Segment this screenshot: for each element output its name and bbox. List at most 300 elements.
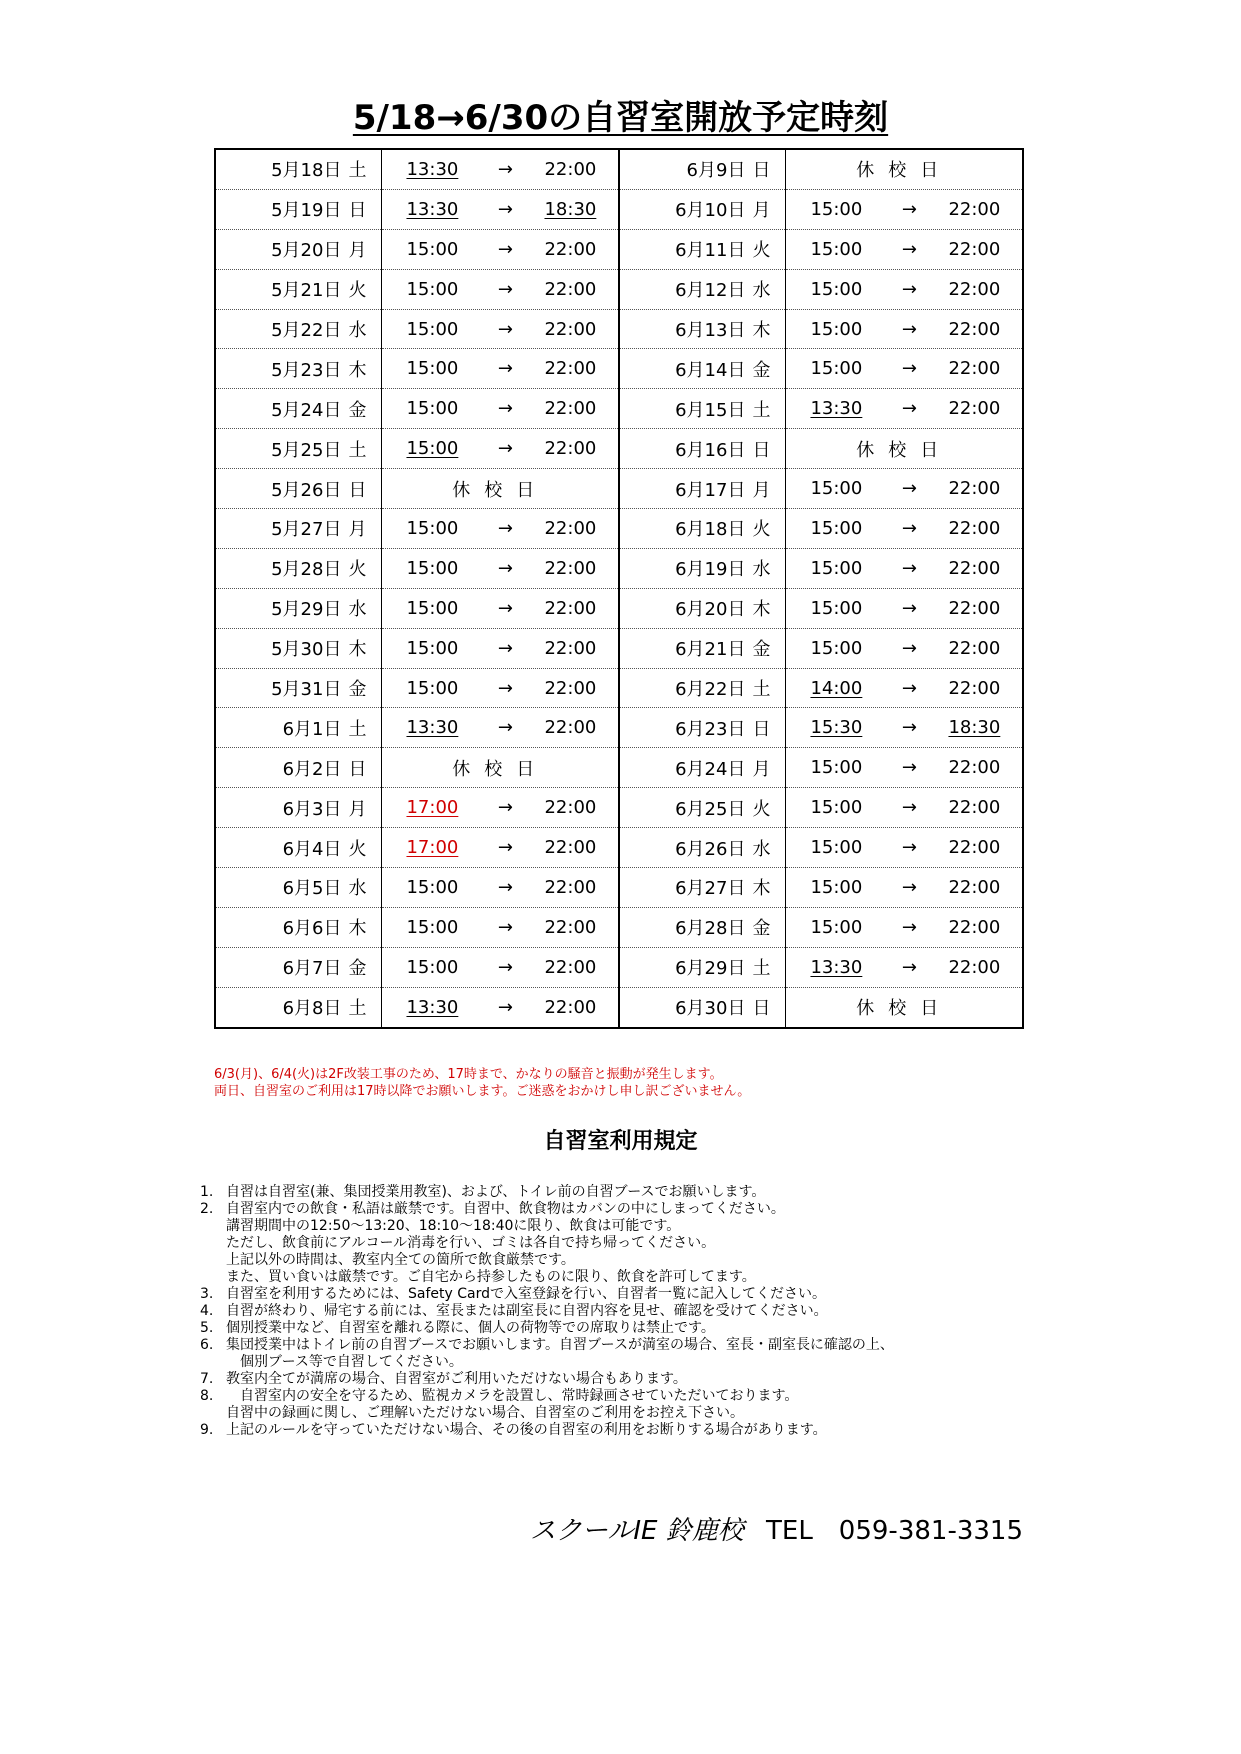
start-slot	[786, 558, 870, 579]
weekday-label: 金	[752, 639, 771, 661]
end-time: 22:00	[948, 318, 1001, 340]
date-cell	[215, 947, 382, 987]
schedule-row	[215, 429, 1023, 469]
end-time: 22:00	[948, 198, 1001, 220]
hours-group	[382, 438, 618, 459]
end-slot	[948, 398, 1018, 419]
start-slot	[382, 877, 466, 898]
weekday-label: 火	[348, 559, 367, 581]
hours-cell	[382, 628, 619, 668]
arrow-icon: →	[497, 876, 514, 898]
end-slot	[544, 877, 614, 898]
hours-cell	[786, 229, 1023, 269]
weekday-label: 月	[348, 240, 367, 262]
arrow-icon: →	[497, 438, 514, 460]
schedule-row	[215, 668, 1023, 708]
end-time: 22:00	[544, 597, 597, 619]
hours-group	[382, 518, 618, 539]
start-time: 15:00	[406, 358, 459, 380]
weekday-label: 水	[752, 559, 771, 581]
date-label: 6月17日	[675, 479, 746, 501]
rule-line: 自習は自習室(兼、集団授業用教室)、および、トイレ前の自習ブースでお願いします。	[226, 1184, 766, 1200]
end-slot	[948, 638, 1018, 659]
rule-line: 自習室を利用するためには、Safety Cardで入室登録を行い、自習者一覧に記入してください。	[226, 1286, 826, 1302]
hours-group	[382, 358, 618, 379]
date-label: 5月23日	[271, 359, 342, 381]
start-time: 15:00	[810, 797, 863, 819]
end-slot	[544, 638, 614, 659]
date-label: 5月19日	[271, 200, 342, 222]
end-time: 22:00	[948, 956, 1001, 978]
start-slot	[382, 717, 466, 738]
hours-cell	[786, 868, 1023, 908]
start-time: 13:30	[406, 198, 459, 220]
start-slot	[786, 837, 870, 858]
arrow-icon: →	[901, 278, 917, 300]
start-slot	[382, 199, 466, 220]
date-label: 5月22日	[271, 320, 342, 341]
start-time: 15:00	[406, 278, 459, 300]
date-cell	[619, 149, 786, 189]
date-cell	[619, 509, 786, 549]
hours-group	[382, 797, 618, 818]
date-label: 6月27日	[675, 878, 746, 900]
start-time: 15:00	[810, 318, 863, 340]
start-slot	[786, 199, 870, 220]
rules-list	[200, 1184, 1040, 1439]
date-label: 6月5日	[282, 878, 342, 900]
date-cell	[215, 548, 382, 588]
schedule-row	[215, 748, 1023, 788]
hours-group	[382, 598, 618, 619]
hours-group	[786, 398, 1022, 419]
start-slot	[382, 837, 466, 858]
date-label: 6月11日	[675, 240, 746, 262]
hours-group	[786, 797, 1022, 818]
rule-item	[200, 1184, 1040, 1201]
rule-line: ただし、飲食前にアルコール消毒を行い、ゴミは各自で持ち帰ってください。	[226, 1235, 716, 1251]
end-slot	[948, 558, 1018, 579]
hours-group	[382, 997, 618, 1018]
hours-group	[382, 398, 618, 419]
start-time: 13:30	[406, 996, 459, 1018]
rule-line: 自習室内の安全を守るため、監視カメラを設置し、常時録画させていただいております。	[226, 1388, 799, 1404]
hours-cell	[382, 548, 619, 588]
date-cell	[215, 469, 382, 509]
start-slot	[786, 638, 870, 659]
rule-number: 3.	[200, 1286, 214, 1302]
arrow-icon: →	[901, 398, 917, 420]
start-time: 14:00	[810, 677, 863, 699]
date-label: 6月30日	[675, 998, 746, 1020]
date-cell	[215, 668, 382, 708]
start-slot	[786, 478, 870, 499]
hours-cell	[786, 509, 1023, 549]
start-slot	[382, 957, 466, 978]
start-time: 15:00	[810, 557, 863, 579]
hours-cell	[382, 309, 619, 349]
hours-cell	[382, 668, 619, 708]
start-slot	[786, 757, 870, 778]
end-time: 22:00	[544, 238, 597, 260]
start-time: 15:00	[406, 557, 459, 579]
end-time: 22:00	[544, 398, 597, 420]
start-time: 15:00	[810, 597, 863, 619]
arrow-icon: →	[901, 876, 917, 898]
start-slot	[382, 398, 466, 419]
date-label: 6月28日	[675, 918, 746, 940]
rules-title: 自習室利用規定	[543, 1129, 698, 1154]
hours-group	[382, 279, 618, 300]
rule-number: 8.	[200, 1388, 214, 1404]
arrow-icon: →	[497, 797, 514, 819]
date-label: 5月27日	[271, 519, 342, 541]
end-time: 22:00	[948, 358, 1001, 380]
arrow-icon: →	[497, 677, 514, 699]
weekday-label: 火	[348, 280, 367, 302]
end-time: 22:00	[948, 398, 1001, 420]
start-time: 13:30	[406, 158, 459, 180]
weekday-label: 日	[752, 160, 771, 182]
start-slot	[382, 358, 466, 379]
hours-cell	[382, 987, 619, 1027]
hours-cell	[382, 149, 619, 189]
end-time: 22:00	[544, 837, 597, 859]
date-label: 6月10日	[675, 200, 746, 222]
hours-group	[382, 558, 618, 579]
date-label: 6月3日	[282, 798, 342, 820]
date-label: 6月8日	[282, 998, 342, 1020]
arrow-icon: →	[901, 637, 917, 659]
date-label: 6月29日	[675, 958, 746, 980]
date-label: 6月9日	[686, 160, 746, 182]
date-label: 5月25日	[271, 439, 342, 461]
hours-group	[382, 159, 618, 180]
hours-group	[786, 598, 1022, 619]
schedule-row	[215, 708, 1023, 748]
end-time: 22:00	[948, 677, 1001, 699]
end-slot	[948, 598, 1018, 619]
end-slot	[544, 717, 614, 738]
weekday-label: 水	[348, 599, 367, 621]
start-slot	[382, 279, 466, 300]
end-slot	[544, 358, 614, 379]
date-label: 6月12日	[675, 280, 746, 302]
end-slot	[544, 518, 614, 539]
rule-item	[200, 1422, 1040, 1439]
start-time: 13:30	[810, 956, 863, 978]
start-slot	[786, 917, 870, 938]
end-slot	[948, 837, 1018, 858]
hours-group	[786, 239, 1022, 260]
weekday-label: 水	[752, 838, 771, 860]
schedule-row	[215, 788, 1023, 828]
end-time: 22:00	[948, 597, 1001, 619]
weekday-label: 日	[348, 200, 367, 222]
weekday-label: 土	[348, 998, 367, 1020]
start-time: 15:00	[406, 438, 459, 460]
hours-cell	[382, 269, 619, 309]
rule-line: 上記のルールを守っていただけない場合、その後の自習室の利用をお断りする場合があります。	[226, 1422, 827, 1438]
weekday-label: 木	[348, 639, 367, 661]
start-slot	[382, 797, 466, 818]
hours-cell	[786, 788, 1023, 828]
rule-line: 教室内全てが満席の場合、自習室がご利用いただけない場合もあります。	[226, 1371, 687, 1387]
arrow-icon: →	[497, 637, 514, 659]
start-slot	[786, 358, 870, 379]
school-tel: TEL 059-381-3315	[766, 1516, 1023, 1546]
arrow-icon: →	[497, 597, 514, 619]
weekday-label: 火	[752, 798, 771, 820]
hours-cell	[382, 349, 619, 389]
hours-cell	[382, 588, 619, 628]
arrow-icon: →	[497, 278, 514, 300]
hours-cell	[786, 708, 1023, 748]
arrow-icon: →	[497, 956, 514, 978]
weekday-label: 日	[752, 718, 771, 740]
date-label: 5月18日	[271, 160, 342, 182]
date-label: 5月30日	[271, 639, 342, 661]
end-slot	[948, 518, 1018, 539]
rule-line: 自習室内での飲食・私語は厳禁です。自習中、飲食物はカバンの中にしまってください。	[226, 1201, 785, 1217]
rule-item	[200, 1201, 1040, 1286]
hours-group	[382, 917, 618, 938]
hours-cell	[786, 668, 1023, 708]
date-label: 6月1日	[282, 718, 342, 740]
date-label: 5月31日	[271, 679, 342, 701]
hours-cell	[382, 189, 619, 229]
schedule-row	[215, 628, 1023, 668]
start-time: 17:00	[406, 797, 459, 819]
rule-number: 4.	[200, 1303, 214, 1319]
hours-group	[382, 199, 618, 220]
schedule-row	[215, 947, 1023, 987]
hours-cell	[786, 947, 1023, 987]
weekday-label: 土	[348, 439, 367, 461]
end-slot	[948, 199, 1018, 220]
rule-number: 1.	[200, 1184, 214, 1200]
start-time: 15:00	[406, 916, 459, 938]
hours-group	[786, 717, 1022, 738]
date-cell	[215, 229, 382, 269]
footer	[530, 1510, 1023, 1547]
end-slot	[948, 877, 1018, 898]
arrow-icon: →	[901, 717, 917, 739]
hours-group	[382, 717, 618, 738]
hours-group	[786, 678, 1022, 699]
date-label: 6月16日	[675, 439, 746, 461]
start-time: 15:00	[406, 597, 459, 619]
end-time: 22:00	[544, 956, 597, 978]
end-time: 22:00	[948, 837, 1001, 859]
date-label: 5月21日	[271, 280, 342, 302]
end-time: 22:00	[544, 637, 597, 659]
start-slot	[786, 957, 870, 978]
end-slot	[544, 398, 614, 419]
hours-cell	[382, 389, 619, 429]
weekday-label: 木	[348, 359, 367, 381]
hours-cell	[786, 548, 1023, 588]
date-label: 6月23日	[675, 718, 746, 740]
rule-line: 個別ブース等で自習してください。	[226, 1354, 463, 1370]
end-slot	[544, 598, 614, 619]
date-cell	[215, 907, 382, 947]
weekday-label: 木	[752, 878, 771, 900]
start-slot	[786, 279, 870, 300]
start-time: 15:00	[406, 517, 459, 539]
date-cell	[215, 189, 382, 229]
schedule-row	[215, 269, 1023, 309]
arrow-icon: →	[901, 677, 917, 699]
start-time: 17:00	[406, 837, 459, 859]
date-cell	[619, 907, 786, 947]
rule-number: 5.	[200, 1320, 214, 1336]
date-cell	[215, 509, 382, 549]
date-cell	[215, 868, 382, 908]
hours-cell	[382, 788, 619, 828]
rule-line: 自習が終わり、帰宅する前には、室長または副室長に自習内容を見せ、確認を受けてください。	[226, 1303, 828, 1319]
schedule-row	[215, 868, 1023, 908]
rule-line: 講習期間中の12:50～13:20、18:10～18:40に限り、飲食は可能です。	[226, 1218, 681, 1234]
start-time: 15:00	[810, 198, 863, 220]
date-label: 6月22日	[675, 679, 746, 701]
date-cell	[215, 628, 382, 668]
end-time: 22:00	[544, 438, 597, 460]
schedule-row	[215, 349, 1023, 389]
arrow-icon: →	[901, 198, 917, 220]
start-time: 15:00	[810, 238, 863, 260]
end-slot	[948, 797, 1018, 818]
end-time: 22:00	[544, 158, 597, 180]
hours-group	[382, 877, 618, 898]
hours-group	[786, 837, 1022, 858]
end-slot	[544, 678, 614, 699]
arrow-icon: →	[901, 797, 917, 819]
end-time: 22:00	[544, 996, 597, 1018]
arrow-icon: →	[497, 358, 514, 380]
date-label: 5月20日	[271, 240, 342, 262]
rule-number: 2.	[200, 1201, 214, 1217]
start-time: 13:30	[810, 398, 863, 420]
arrow-icon: →	[497, 198, 514, 220]
hours-group	[382, 239, 618, 260]
arrow-icon: →	[901, 318, 917, 340]
end-time: 22:00	[948, 637, 1001, 659]
weekday-label: 日	[752, 998, 771, 1020]
weekday-label: 日	[348, 479, 367, 501]
date-cell	[619, 668, 786, 708]
end-slot	[544, 558, 614, 579]
hours-cell	[786, 588, 1023, 628]
date-cell	[619, 269, 786, 309]
arrow-icon: →	[901, 238, 917, 260]
end-slot	[948, 917, 1018, 938]
end-time: 22:00	[544, 557, 597, 579]
hours-cell	[786, 349, 1023, 389]
start-slot	[382, 558, 466, 579]
hours-group	[786, 279, 1022, 300]
rule-item	[200, 1303, 1040, 1320]
date-label: 6月7日	[282, 958, 342, 980]
end-time: 22:00	[948, 278, 1001, 300]
weekday-label: 火	[752, 519, 771, 541]
start-slot	[786, 319, 870, 340]
end-slot	[544, 159, 614, 180]
date-cell	[619, 229, 786, 269]
rule-item	[200, 1337, 1040, 1371]
start-slot	[786, 678, 870, 699]
date-cell	[215, 748, 382, 788]
arrow-icon: →	[901, 517, 917, 539]
schedule-row	[215, 987, 1023, 1027]
start-time: 15:30	[810, 717, 863, 739]
arrow-icon: →	[901, 916, 917, 938]
hours-group	[786, 358, 1022, 379]
start-slot	[382, 319, 466, 340]
schedule-row	[215, 907, 1023, 947]
closed-cell: 休校日	[786, 429, 1023, 469]
weekday-label: 月	[348, 519, 367, 541]
hours-cell	[786, 189, 1023, 229]
date-cell	[215, 708, 382, 748]
weekday-label: 月	[752, 758, 771, 780]
arrow-icon: →	[497, 318, 514, 340]
end-time: 22:00	[544, 278, 597, 300]
end-time: 22:00	[544, 677, 597, 699]
hours-group	[382, 837, 618, 858]
start-slot	[786, 518, 870, 539]
weekday-label: 水	[348, 878, 367, 900]
weekday-label: 土	[348, 160, 367, 182]
hours-cell	[382, 429, 619, 469]
start-slot	[382, 638, 466, 659]
date-label: 6月26日	[675, 838, 746, 860]
end-slot	[948, 358, 1018, 379]
hours-cell	[382, 708, 619, 748]
start-slot	[382, 598, 466, 619]
end-slot	[948, 279, 1018, 300]
start-slot	[786, 877, 870, 898]
date-cell	[619, 748, 786, 788]
schedule-row	[215, 309, 1023, 349]
rule-number: 7.	[200, 1371, 214, 1387]
hours-cell	[382, 229, 619, 269]
arrow-icon: →	[901, 557, 917, 579]
arrow-icon: →	[901, 358, 917, 380]
start-slot	[382, 438, 466, 459]
date-cell	[619, 389, 786, 429]
end-slot	[544, 917, 614, 938]
schedule-row	[215, 588, 1023, 628]
date-cell	[619, 828, 786, 868]
schedule-row	[215, 189, 1023, 229]
hours-group	[382, 957, 618, 978]
notice-line: 6/3(月)、6/4(火)は2F改装工事のため、17時まで、かなりの騒音と振動が発生します。	[214, 1067, 723, 1082]
date-cell	[215, 349, 382, 389]
page-title: 5/18→6/30の自習室開放予定時刻	[352, 98, 889, 138]
hours-cell	[786, 628, 1023, 668]
end-time: 22:00	[544, 876, 597, 898]
arrow-icon: →	[497, 996, 514, 1018]
date-cell	[619, 469, 786, 509]
end-time: 22:00	[544, 797, 597, 819]
schedule-row	[215, 149, 1023, 189]
hours-group	[786, 757, 1022, 778]
end-time: 22:00	[948, 517, 1001, 539]
date-cell	[619, 708, 786, 748]
weekday-label: 金	[752, 918, 771, 940]
rule-line: 個別授業中など、自習室を離れる際に、個人の荷物等での席取りは禁止です。	[226, 1320, 715, 1336]
